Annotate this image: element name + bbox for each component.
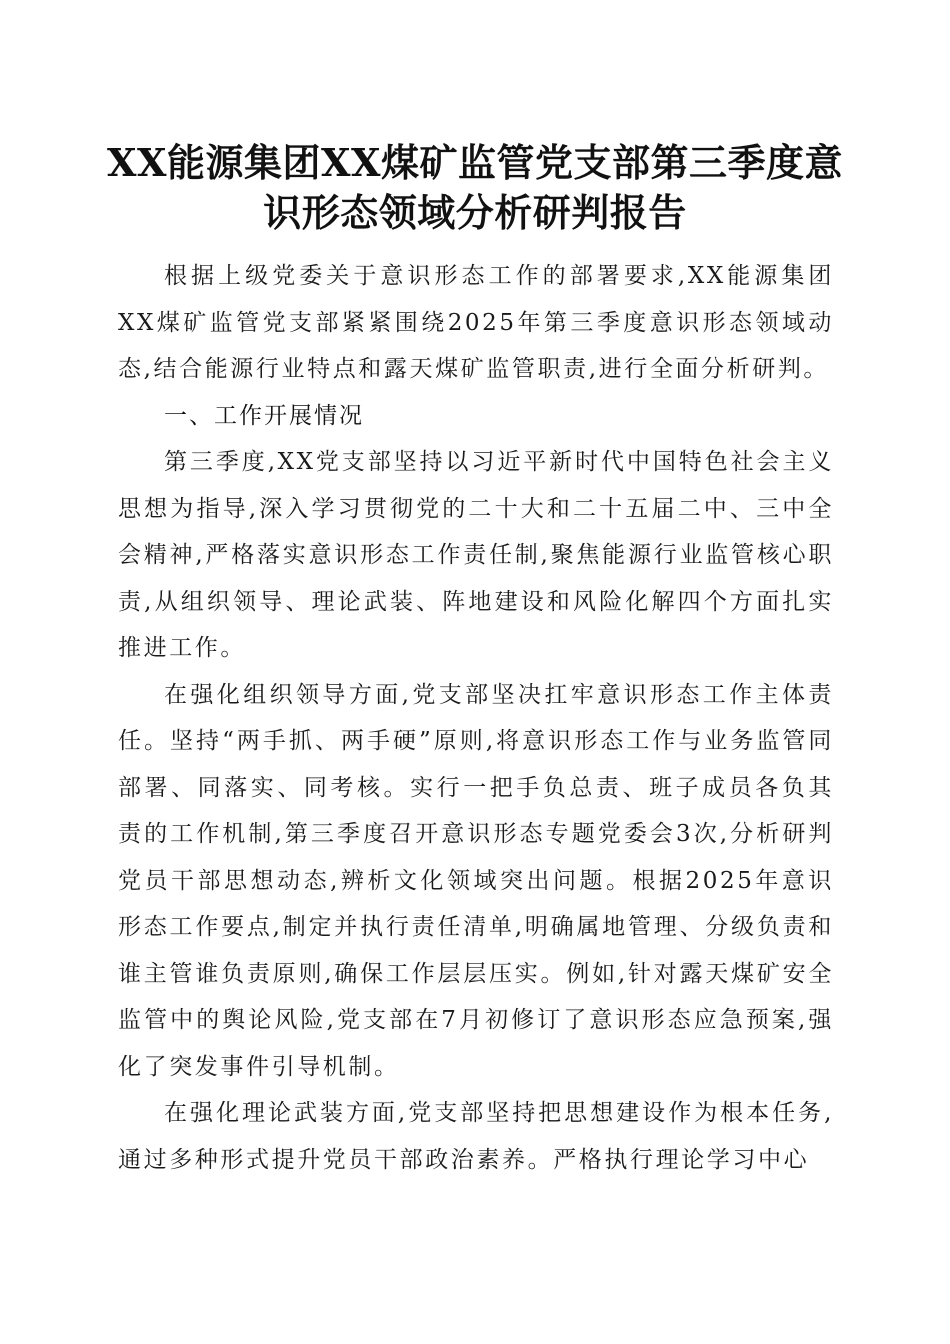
paragraph-overview: 第三季度,XX党支部坚持以习近平新时代中国特色社会主义思想为指导,深入学习贯彻党的二十大和二十五届二中、三中全会精神,严格落实意识形态工作责任制,聚焦能源行业监管核心职责,从组织领导、理论武装、阵地建设和风险化解四个方面扎实推进工作。	[118, 449, 834, 661]
title-line-2: 识形态领域分析研判报告	[263, 190, 687, 235]
section-heading-work-progress: 一、工作开展情况	[164, 402, 364, 429]
document-body	[118, 253, 834, 1183]
intro-paragraph: 根据上级党委关于意识形态工作的部署要求,XX能源集团XX煤矿监管党支部紧紧围绕2025年第三季度意识形态领域动态,结合能源行业特点和露天煤矿监管职责,进行全面分析研判。	[118, 263, 834, 382]
document-title	[100, 138, 850, 238]
paragraph-organizational-leadership: 在强化组织领导方面,党支部坚决扛牢意识形态工作主体责任。坚持“两手抓、两手硬”原则,将意识形态工作与业务监管同部署、同落实、同考核。实行一把手负总责、班子成员各负其责的工作机制,第三季度召开意识形态专题党委会3次,分析研判党员干部思想动态,辨析文化领域突出问题。根据2025年意识形态工作要点,制定并执行责任清单,明确属地管理、分级负责和谁主管谁负责原则,确保工作层层压实。例如,针对露天煤矿安全监管中的舆论风险,党支部在7月初修订了意识形态应急预案,强化了突发事件引导机制。	[118, 681, 834, 1080]
title-line-1: XX能源集团XX煤矿监管党支部第三季度意	[107, 140, 843, 185]
paragraph-theoretical-arming: 在强化理论武装方面,党支部坚持把思想建设作为根本任务,通过多种形式提升党员干部政治素养。严格执行理论学习中心	[118, 1100, 834, 1173]
